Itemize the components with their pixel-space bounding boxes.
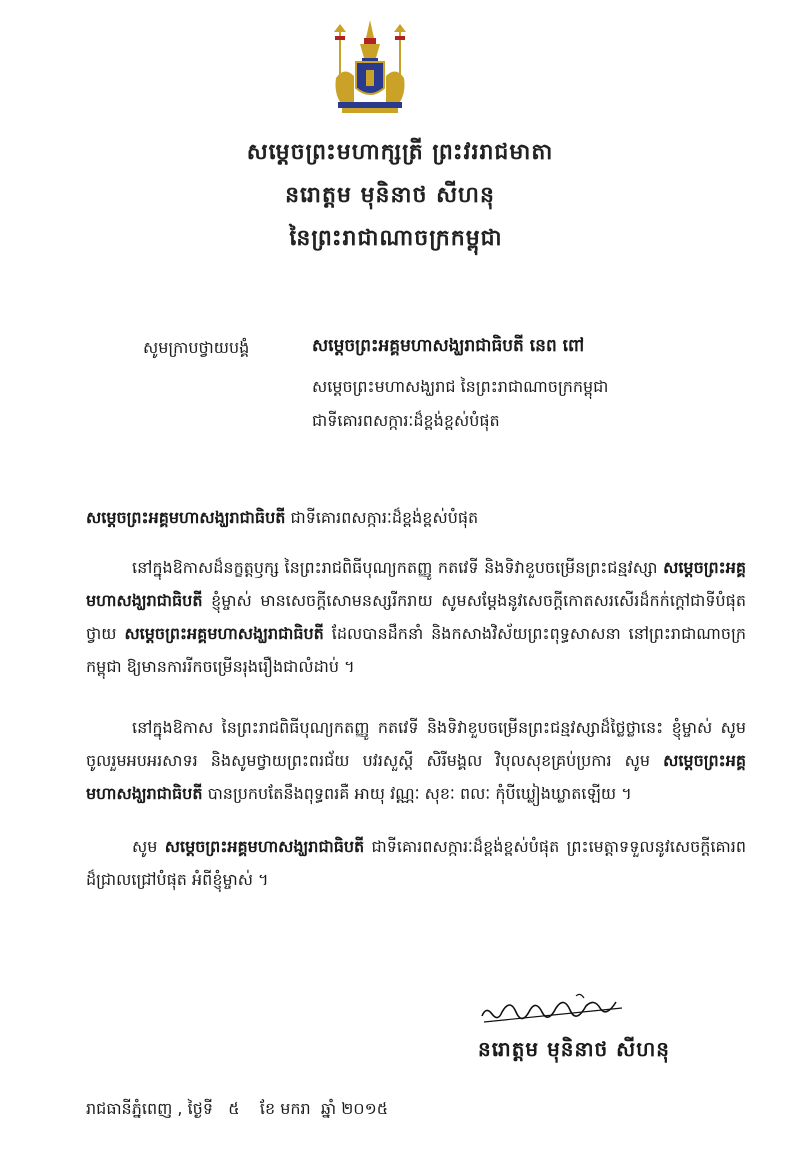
paragraph-bold-title: សម្តេចព្រះអគ្គមហាសង្ឃរាជាធិបតី [86,558,746,610]
salutation-title: សម្តេចព្រះអគ្គមហាសង្ឃរាជាធិបតី [86,508,286,527]
paragraph-bold-title: សម្តេចព្រះអគ្គមហាសង្ឃរាជាធិបតី [86,751,746,803]
royal-crest-emblem [326,18,414,118]
letterhead-title-line-1: សម្តេចព្រះមហាក្សត្រី ព្រះវររាជមាតា [246,140,554,165]
salutation [86,507,478,531]
recipient-honorific: ជាទីគោរពសក្ការៈដ៏ខ្ពង់ខ្ពស់បំផុត [312,411,500,430]
recipient-name: សម្តេចព្រះអគ្គមហាសង្ឃរាជាធិបតី នេព ពៅ [312,336,585,356]
body-paragraph-3 [86,830,746,896]
paragraph-text: ខ្ញុំម្ចាស់ មានសេចក្តីសោមនស្សរីករាយ សូមសម្តែងនូវសេចក្តីកោតសរសើរដ៏កក់ក្តៅជាទីបំផុតថ្វាយ [86,591,746,643]
paragraph-text: បានប្រកបតែនឹងពុទ្ធពរគឺ អាយុ វណ្ណៈ សុខៈ ពលៈ កុំបីឃ្លៀងឃ្លាតឡើយ ។ [202,784,632,803]
letterhead-title-line-3: នៃព្រះរាជាណាចក្រកម្ពុជា [289,226,503,251]
letterhead-title-line-2: នរោត្តម មុនិនាថ សីហនុ [285,183,495,208]
recipient-label: សូមក្រាបថ្វាយបង្គំ [143,338,250,357]
signer-name: នរោត្តម មុនិនាថ សីហនុ [478,1037,670,1061]
paragraph-text: សូម [132,837,165,856]
paragraph-text: ដែលបានដឹកនាំ និងកសាងវិស័យព្រះពុទ្ធសាសនា នៅព្រះរាជាណាចក្រកម្ពុជា ឱ្យមានការរីកចម្រើនរុងរឿងជាលំដាប់ ។ [86,624,746,676]
date-line: រាជធានីភ្នំពេញ , ថ្ងៃទី ៥ ខែ មករា ឆ្នាំ ២០១៥ [86,1099,389,1118]
salutation-honorific: ជាទីគោរពសក្ការៈដ៏ខ្ពង់ខ្ពស់បំផុត [285,508,479,527]
handwritten-signature [476,988,626,1030]
body-paragraph-2 [86,711,746,810]
recipient-title: សម្តេចព្រះមហាសង្ឃរាជ នៃព្រះរាជាណាចក្រកម្ពុជា [312,377,609,396]
paragraph-text: ជាទីគោរពសក្ការៈដ៏ខ្ពង់ខ្ពស់បំផុត ព្រះមេត្តាទទួលនូវសេចក្តីគោរពដ៏ជ្រាលជ្រៅបំផុត អំពីខ្ញុំម្ចាស់ ។ [86,837,746,889]
paragraph-text: នៅក្នុងឱកាសដ៏នក្ខត្តឫក្ស នៃព្រះរាជពិធីបុណ្យកតញ្ញូ កតវេទី និងទិវាខួបចម្រើនព្រះជន្មវស្សា [132,558,664,577]
paragraph-bold-title: សម្តេចព្រះអគ្គមហាសង្ឃរាជាធិបតី [124,624,324,643]
paragraph-bold-title: សម្តេចព្រះអគ្គមហាសង្ឃរាជាធិបតី [164,837,365,856]
paragraph-text: នៅក្នុងឱកាស នៃព្រះរាជពិធីបុណ្យកតញ្ញូ កតវេទី និងទិវាខួបចម្រើនព្រះជន្មវស្សាដ៏ថ្លៃថ្លានេះ ខ្ញុំម្ចាស់ សូមចូលរួមអបអរសាទរ និងសូមថ្វាយព្រះពរជ័យ បវរសួស្តី សិរីមង្គល វិបុលសុខគ្រប់ប្រការ សូម [86,718,746,770]
body-paragraph-1 [86,551,746,683]
